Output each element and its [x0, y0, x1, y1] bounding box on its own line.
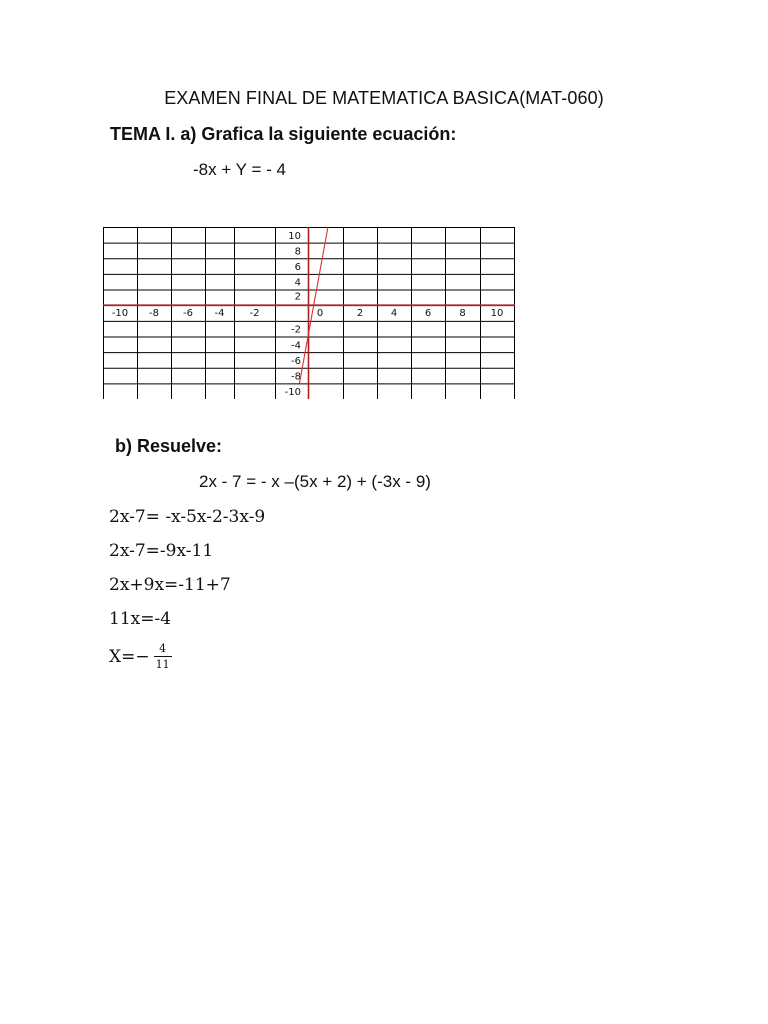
x-tick-label: -10 — [111, 308, 129, 320]
graph-grid — [103, 227, 515, 399]
y-tick-label: -4 — [291, 340, 301, 352]
x-tick-label: 10 — [490, 308, 504, 320]
x-tick-label: -2 — [249, 308, 260, 320]
y-tick-label: 4 — [294, 277, 301, 289]
x-tick-label: -6 — [183, 308, 193, 320]
solution-result — [109, 642, 172, 671]
x-tick-label: 4 — [390, 308, 398, 320]
y-tick-label: 10 — [288, 230, 301, 242]
y-tick-label: -10 — [284, 387, 301, 399]
x-tick-label: -4 — [214, 308, 225, 320]
y-tick-label: -8 — [291, 371, 301, 383]
y-tick-label: 2 — [294, 291, 301, 303]
y-tick-label: 6 — [294, 262, 301, 274]
y-tick-label: -6 — [291, 355, 301, 367]
x-tick-label: 8 — [459, 308, 466, 320]
result-fraction — [154, 642, 172, 671]
x-tick-label: 6 — [424, 308, 432, 320]
y-tick-label: -2 — [291, 324, 301, 336]
section-heading-b: b) Resuelve: — [115, 436, 223, 456]
fraction-bar — [154, 656, 172, 657]
section-heading-tema-1: TEMA I. a) Grafica la siguiente ecuación: — [110, 124, 457, 144]
graph-svg — [103, 227, 515, 399]
solution-step: 2x+9x=-11+7 — [109, 575, 231, 595]
solution-step: 2x-7= -x-5x-2-3x-9 — [109, 507, 266, 527]
result-prefix: X=− — [109, 646, 150, 667]
page-title: EXAMEN FINAL DE MATEMATICA BASICA(MAT-060) — [164, 88, 604, 108]
fraction-numerator: 4 — [159, 642, 167, 655]
y-tick-label: 8 — [294, 246, 301, 258]
x-tick-label: 0 — [316, 308, 324, 320]
solution-step: 11x=-4 — [109, 609, 172, 629]
equation-to-graph: -8x + Y = - 4 — [193, 160, 286, 179]
equation-to-solve: 2x - 7 = - x –(5x + 2) + (-3x - 9) — [199, 472, 431, 491]
x-tick-label: 2 — [356, 308, 364, 320]
fraction-denominator: 11 — [155, 658, 170, 671]
solution-step: 2x-7=-9x-11 — [109, 541, 214, 561]
x-tick-label: -8 — [149, 308, 159, 320]
